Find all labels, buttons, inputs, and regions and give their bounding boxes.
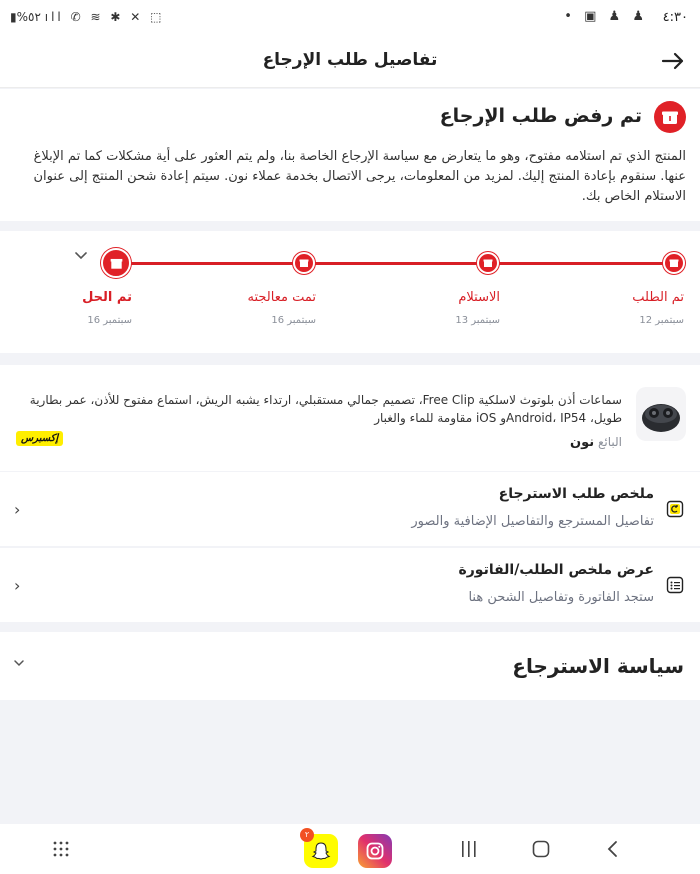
timeline-node-ordered [663, 252, 685, 274]
invoice-list-icon [666, 576, 684, 594]
return-policy-title: سياسة الاسترجاع [512, 654, 684, 678]
timeline-node-resolved [101, 248, 131, 278]
return-status-timeline [0, 231, 700, 353]
mute-icon: ✕ [130, 10, 144, 24]
apps-grid-icon[interactable] [52, 840, 70, 858]
return-summary-row[interactable] [0, 472, 700, 546]
chevron-left-icon: ‹ [14, 500, 21, 519]
box-icon [110, 257, 123, 270]
status-bar [0, 0, 700, 38]
clock: ٤:٣٠ [662, 10, 688, 25]
step-label-processed: تمت معالجته [247, 290, 316, 305]
step-date-ordered: سبتمبر 12 [639, 315, 684, 326]
product-image [636, 387, 686, 441]
timeline-node-processed [293, 252, 315, 274]
bluetooth-icon: ✱ [110, 10, 124, 24]
chevron-down-icon [12, 656, 26, 670]
product-name: سماعات أذن بلوتوث لاسلكية Free Clip، تصميم جمالي مستقبلي، ارتداء يشبه الريش، استماع مفتوح للأذن، عمر بطارية طويل، Android، IP54و iOS مقاومة للماء والغبار [29, 393, 622, 425]
recent-apps-icon[interactable] [460, 841, 478, 857]
return-summary-icon [666, 500, 684, 518]
status-icons-left [10, 10, 164, 24]
back-button[interactable] [658, 46, 688, 76]
express-badge: إكسبرس [16, 431, 63, 446]
step-date-processed: سبتمبر 16 [271, 315, 316, 326]
vibrate-icon: ▣ [584, 9, 601, 24]
step-date-resolved: سبتمبر 16 [87, 315, 132, 326]
invoice-summary-title: عرض ملخص الطلب/الفاتورة [458, 562, 654, 578]
seller-line [570, 435, 622, 450]
arrow-right-icon [661, 49, 685, 73]
box-icon [483, 258, 493, 268]
gift-box-icon [654, 101, 686, 133]
saver-icon: ⬚ [150, 10, 165, 24]
page-title: تفاصيل طلب الإرجاع [262, 50, 438, 70]
rejection-card [0, 89, 700, 221]
signal-icon: ıll [44, 10, 64, 24]
rejection-heading: تم رفض طلب الإرجاع [439, 105, 642, 127]
status-icons-right [564, 9, 648, 24]
home-icon[interactable] [532, 840, 550, 858]
step-label-received: الاستلام [458, 290, 500, 305]
timeline-progress-line [116, 262, 674, 265]
top-app-bar [0, 38, 700, 88]
back-nav-icon[interactable] [606, 840, 620, 858]
timeline-node-received [477, 252, 499, 274]
instagram-app-icon[interactable] [358, 834, 392, 868]
return-policy-section[interactable] [0, 632, 700, 700]
invoice-summary-row[interactable] [0, 548, 700, 622]
snapchat-notif-icon: ♟ [608, 9, 625, 24]
box-icon [669, 258, 679, 268]
return-summary-title: ملخص طلب الاسترجاع [498, 486, 654, 502]
rejection-description: المنتج الذي تم استلامه مفتوح، وهو ما يتعارض مع سياسة الإرجاع الخاصة بنا، ولم يتم العثور على أية مشكلات كما تم الإبلاغ عنها. سنقوم بإعادة المنتج إليك. لمزيد من المعلومات، يرجى الاتصال بخدمة عملاء نون. سيتم إعادة شحن المنتج إلى عنوان الاستلام الخاص بك. [33, 149, 686, 204]
seller-name: نون [570, 435, 595, 450]
system-nav-bar [0, 824, 700, 874]
battery-level: %٥٢ [16, 10, 41, 24]
wifi-icon: ≋ [90, 10, 104, 24]
call-icon: ✆ [70, 10, 84, 24]
seller-label: البائع [598, 435, 622, 449]
ghost-icon [311, 841, 331, 861]
snapchat-notif-icon-2: ♟ [632, 9, 648, 24]
chevron-left-icon: ‹ [14, 576, 21, 595]
return-summary-subtitle: تفاصيل المسترجع والتفاصيل الإضافية والصور [411, 514, 654, 529]
snapchat-app-icon[interactable] [304, 830, 338, 868]
battery-icon: ▮ [10, 10, 17, 24]
camera-icon [365, 841, 385, 861]
chevron-down-icon[interactable] [74, 249, 88, 263]
step-date-received: سبتمبر 13 [455, 315, 500, 326]
step-label-ordered: تم الطلب [632, 290, 684, 305]
snapchat-badge: ٢ [300, 828, 314, 842]
box-icon [299, 258, 309, 268]
step-label-resolved: تم الحل [82, 290, 132, 305]
invoice-summary-subtitle: ستجد الفاتورة وتفاصيل الشحن هنا [468, 590, 654, 605]
dot-icon: • [564, 9, 576, 24]
earbuds-icon [639, 394, 683, 434]
product-card[interactable] [0, 365, 700, 471]
